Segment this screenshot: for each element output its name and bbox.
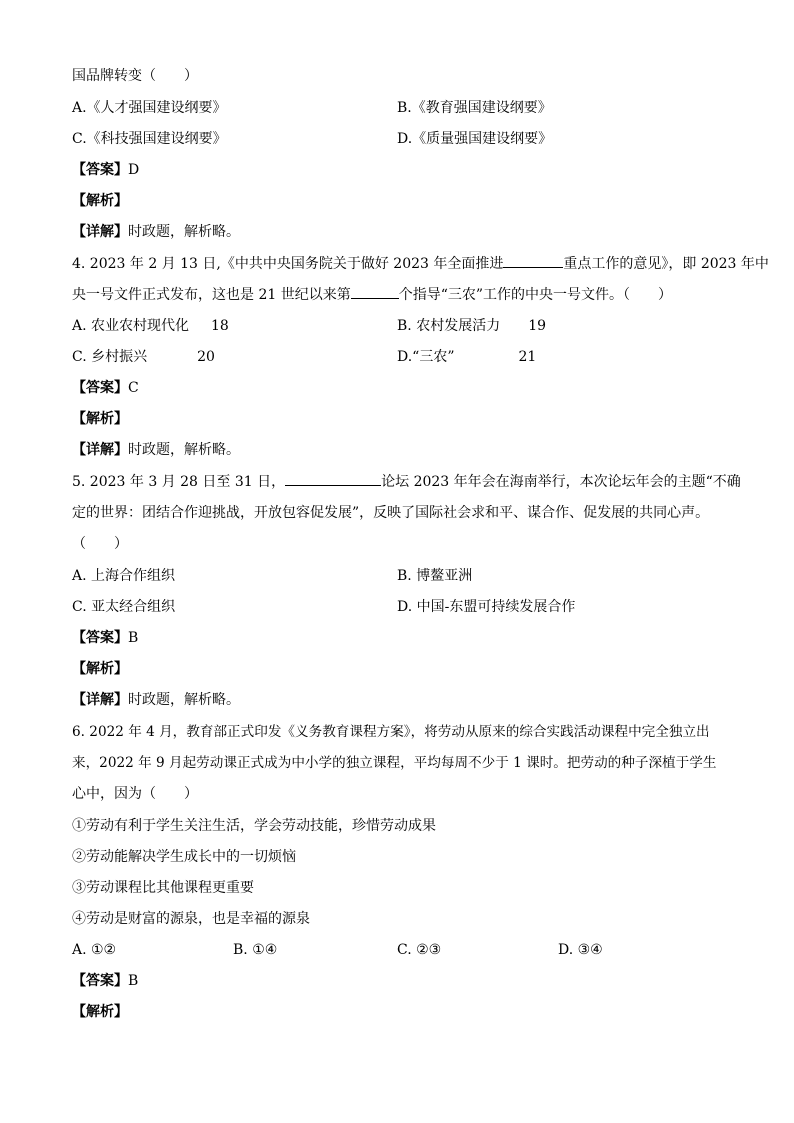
q6-statement-1: ①劳动有利于学生关注生活，学会劳动技能，珍惜劳动成果: [72, 818, 436, 834]
option-text: B. 农村发展活力: [397, 318, 501, 334]
q5-stem-part: 5. 2023 年 3 月 28 日至 31 日，: [72, 474, 286, 490]
q6-answer: [72, 971, 138, 991]
q6-statement-4: ④劳动是财富的源泉，也是幸福的源泉: [72, 911, 310, 927]
q4-analysis-label: 【解析】: [72, 411, 128, 427]
q4-answer: [72, 378, 139, 398]
detail-label: 【详解】: [72, 442, 128, 458]
detail-text: 时政题，解析略。: [128, 442, 240, 458]
q3-answer: [72, 160, 139, 180]
q4-stem-part: 重点工作的意见》，即 2023 年中: [563, 256, 769, 272]
option-number: 18: [211, 318, 229, 334]
q6-option-c: C. ②③: [397, 942, 442, 958]
answer-value: D: [128, 162, 140, 178]
detail-text: 时政题，解析略。: [128, 692, 240, 708]
answer-label: 【答案】: [72, 380, 128, 396]
q4-blank-2: [351, 286, 399, 299]
q4-stem-line-1: [72, 254, 769, 274]
q3-option-b: B.《教育强国建设纲要》: [397, 100, 552, 116]
q6-stem-line-3: 心中，因为（ ）: [72, 786, 198, 802]
detail-label: 【详解】: [72, 692, 128, 708]
q3-option-a: A.《人才强国建设纲要》: [72, 100, 227, 116]
q4-stem-line-2: [72, 285, 672, 305]
option-text: C. 乡村振兴: [72, 349, 148, 365]
option-number: 20: [197, 349, 215, 365]
q6-option-b: B. ①④: [233, 942, 278, 958]
option-number: 19: [528, 318, 547, 334]
answer-label: 【答案】: [72, 973, 128, 989]
q4-option-d: [397, 347, 536, 367]
q5-option-c: C. 亚太经合组织: [72, 599, 176, 615]
q5-stem-line-2: 定的世界：团结合作迎挑战，开放包容促发展”，反映了国际社会求和平、谋合作、促发展的共同心声。: [72, 505, 710, 521]
q5-stem-line-1: [72, 472, 741, 492]
q4-stem-part: 个指导“三农”工作的中央一号文件。（ ）: [398, 287, 673, 303]
q4-option-c: [72, 347, 215, 367]
q4-detail: [72, 440, 240, 460]
q5-stem-part: 论坛 2023 年年会在海南举行，本次论坛年会的主题“不确: [381, 474, 741, 490]
q6-option-d: D. ③④: [558, 942, 603, 958]
q4-stem-part: 4. 2023 年 2 月 13 日,《中共中央国务院关于做好 2023 年全面推进: [72, 256, 504, 272]
q5-option-a: A. 上海合作组织: [72, 568, 176, 584]
q5-analysis-label: 【解析】: [72, 661, 128, 677]
q5-blank: [285, 473, 381, 486]
answer-label: 【答案】: [72, 630, 128, 646]
detail-text: 时政题，解析略。: [128, 224, 240, 240]
q4-blank-1: [503, 255, 563, 268]
option-text: A. 农业农村现代化: [72, 318, 190, 334]
answer-value: B: [128, 630, 139, 646]
q4-option-b: [397, 316, 546, 336]
q4-stem-part: 央一号文件正式发布，这也是 21 世纪以来第: [72, 287, 351, 303]
q6-stem-line-1: 6. 2022 年 4 月，教育部正式印发《义务教育课程方案》，将劳动从原来的综合实践活动课程中完全独立出: [72, 724, 710, 740]
q5-detail: [72, 690, 240, 710]
q6-statement-2: ②劳动能解决学生成长中的一切烦恼: [72, 849, 296, 865]
answer-label: 【答案】: [72, 162, 128, 178]
option-number: 21: [518, 349, 537, 365]
q6-analysis-label: 【解析】: [72, 1004, 128, 1020]
q5-option-b: B. 博鳌亚洲: [397, 568, 473, 584]
detail-label: 【详解】: [72, 224, 128, 240]
q3-option-d: D.《质量强国建设纲要》: [397, 131, 553, 147]
q3-analysis-label: 【解析】: [72, 193, 128, 209]
q3-detail: [72, 222, 240, 242]
q3-option-c: C.《科技强国建设纲要》: [72, 131, 227, 147]
q5-stem-line-3: （ ）: [72, 536, 128, 552]
q5-option-d: D. 中国-东盟可持续发展合作: [397, 599, 576, 615]
q6-option-a: A. ①②: [72, 942, 117, 958]
answer-value: B: [128, 973, 139, 989]
q6-stem-line-2: 来，2022 年 9 月起劳动课正式成为中小学的独立课程，平均每周不少于 1 课时。把劳动的种子深植于学生: [72, 755, 717, 771]
q5-answer: [72, 628, 138, 648]
option-text: D.“三农”: [397, 349, 455, 365]
q6-statement-3: ③劳动课程比其他课程更重要: [72, 880, 254, 896]
answer-value: C: [128, 380, 139, 396]
q3-stem-tail: 国品牌转变（ ）: [72, 68, 198, 84]
q4-option-a: [72, 316, 229, 336]
